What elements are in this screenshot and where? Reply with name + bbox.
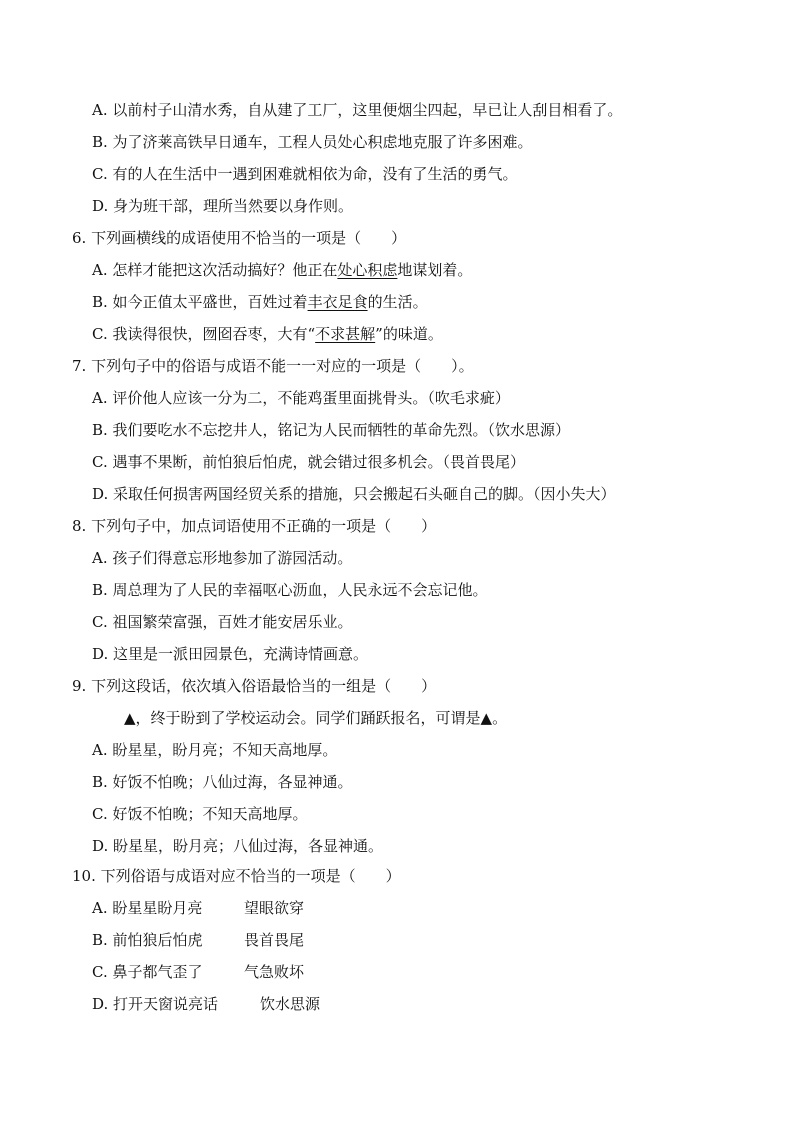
q10-d-proverb: D. 打开天窗说亮话 <box>92 995 219 1013</box>
q7-option-d: D. 采取任何损害两国经贸关系的措施，只会搬起石头砸自己的脚。（因小失大） <box>92 485 616 503</box>
q6-c-before: C. 我读得很快，囫囵吞枣，大有“ <box>92 325 316 343</box>
option-b: B. 为了济莱高铁早日通车，工程人员处心积虑地克服了许多困难。 <box>92 133 533 151</box>
q6-b-after: 的生活。 <box>367 293 428 311</box>
q9-option-c: C. 好饭不怕晚；不知天高地厚。 <box>92 805 308 823</box>
q9-option-d: D. 盼星星，盼月亮；八仙过海，各显神通。 <box>92 837 384 855</box>
q10-c-proverb: C. 鼻子都气歪了 <box>92 963 203 981</box>
question-10-stem: 10. 下列俗语与成语对应不恰当的一项是（ ） <box>72 867 401 885</box>
q10-b-proverb: B. 前怕狼后怕虎 <box>92 931 203 949</box>
option-d: D. 身为班干部，理所当然要以身作则。 <box>92 197 354 215</box>
q7-option-c: C. 遇事不果断，前怕狼后怕虎，就会错过很多机会。（畏首畏尾） <box>92 453 525 471</box>
q8-option-c: C. 祖国繁荣富强，百姓才能安居乐业。 <box>92 613 353 631</box>
q10-c-idiom: 气急败坏 <box>244 963 305 981</box>
question-9-stem: 9. 下列这段话，依次填入俗语最恰当的一组是（ ） <box>72 677 437 695</box>
q6-c-after: ”的味道。 <box>375 325 443 343</box>
q6-c-underlined-idiom: 不求甚解 <box>315 325 376 343</box>
q7-option-a: A. 评价他人应该一分为二，不能鸡蛋里面挑骨头。（吹毛求疵） <box>92 389 510 407</box>
q10-a-proverb: A. 盼星星盼月亮 <box>92 899 203 917</box>
q10-option-a <box>92 898 305 918</box>
q10-d-idiom: 饮水思源 <box>260 995 321 1013</box>
q6-a-after: 地谋划着。 <box>397 261 473 279</box>
question-6-stem: 6. 下列画横线的成语使用不恰当的一项是（ ） <box>72 229 407 247</box>
q10-option-d <box>92 994 321 1014</box>
q10-option-b <box>92 930 305 950</box>
q10-option-c <box>92 962 305 982</box>
question-7-stem: 7. 下列句子中的俗语与成语不能一一对应的一项是（ ）。 <box>72 357 474 375</box>
q8-option-a: A. 孩子们得意忘形地参加了游园活动。 <box>92 549 353 567</box>
q9-option-b: B. 好饭不怕晚；八仙过海，各显神通。 <box>92 773 353 791</box>
q7-option-b: B. 我们要吃水不忘挖井人，铭记为人民而牺牲的革命先烈。（饮水思源） <box>92 421 571 439</box>
q6-b-before: B. 如今正值太平盛世，百姓过着 <box>92 293 308 311</box>
q9-option-a: A. 盼星星，盼月亮；不知天高地厚。 <box>92 741 338 759</box>
q6-option-c <box>92 324 443 344</box>
q10-a-idiom: 望眼欲穿 <box>244 899 305 917</box>
option-c: C. 有的人在生活中一遇到困难就相依为命，没有了生活的勇气。 <box>92 165 518 183</box>
q8-option-b: B. 周总理为了人民的幸福呕心沥血，人民永远不会忘记他。 <box>92 581 488 599</box>
q9-passage: ▲，终于盼到了学校运动会。同学们踊跃报名，可谓是▲。 <box>124 709 508 727</box>
q8-option-d: D. 这里是一派田园景色，充满诗情画意。 <box>92 645 369 663</box>
q6-a-before: A. 怎样才能把这次活动搞好？他正在 <box>92 261 338 279</box>
q6-a-underlined-idiom: 处心积虑 <box>337 261 398 279</box>
q6-option-b <box>92 292 428 312</box>
q6-b-underlined-idiom: 丰衣足食 <box>307 293 368 311</box>
q6-option-a <box>92 260 472 280</box>
option-a: A. 以前村子山清水秀，自从建了工厂，这里便烟尘四起，早已让人刮目相看了。 <box>92 101 623 119</box>
question-8-stem: 8. 下列句子中，加点词语使用不正确的一项是（ ） <box>72 517 437 535</box>
q10-b-idiom: 畏首畏尾 <box>244 931 305 949</box>
